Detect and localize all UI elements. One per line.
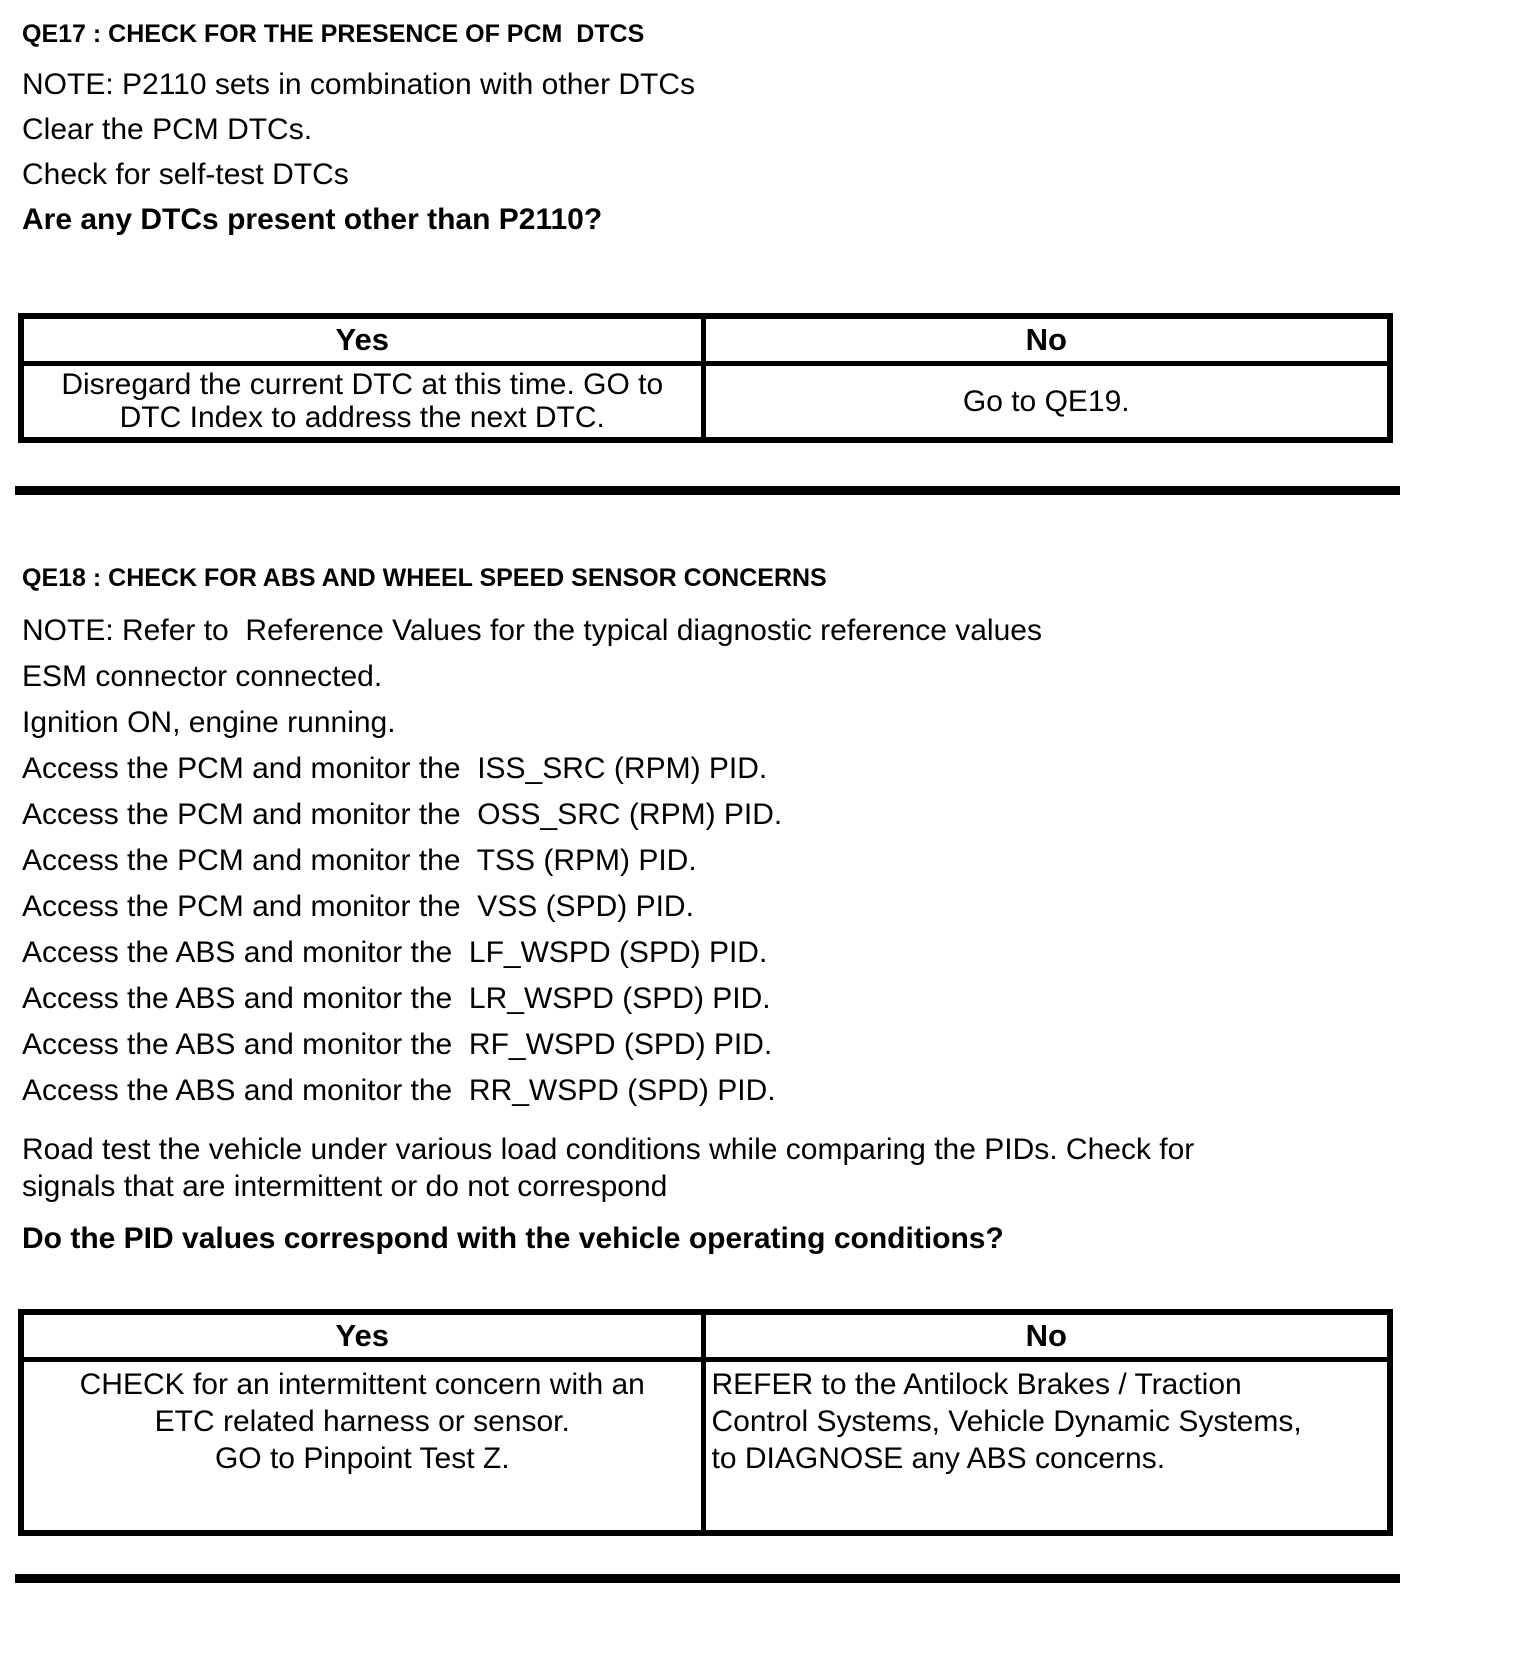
- step-qe17-section: [0, 0, 1536, 495]
- no-header-cell: No: [1025, 1318, 1067, 1353]
- instruction-line: Access the ABS and monitor the RR_WSPD (SPD) PID.: [22, 1074, 776, 1107]
- yes-action-cell: Disregard the current DTC at this time. GO to DTC Index to address the next DTC.: [24, 366, 706, 437]
- section-divider: [15, 486, 1400, 495]
- instruction-line: Access the ABS and monitor the LR_WSPD (SPD) PID.: [22, 982, 771, 1015]
- step-qe17-title: QE17 : CHECK FOR THE PRESENCE OF PCM DTCS: [22, 20, 645, 48]
- road-test-instruction: Road test the vehicle under various load conditions while comparing the PIDs. Check for signals that are intermittent or do not correspond: [22, 1133, 1195, 1203]
- yes-action-cell: CHECK for an intermittent concern with an ETC related harness or sensor. GO to Pinpoint Test Z.: [24, 1362, 706, 1530]
- decision-table-body-row: [24, 1362, 1387, 1530]
- no-action-cell: Go to QE19.: [962, 385, 1130, 418]
- yes-header-cell: Yes: [24, 319, 706, 361]
- decision-table-qe17: [18, 313, 1393, 443]
- step-qe17-instructions: [0, 62, 1536, 242]
- decision-table-header-row: [24, 1315, 1387, 1362]
- decision-table-header-row: [24, 319, 1387, 366]
- instruction-line: Access the ABS and monitor the LF_WSPD (SPD) PID.: [22, 936, 768, 969]
- instruction-line: Check for self-test DTCs: [22, 158, 349, 191]
- instruction-line: Access the PCM and monitor the ISS_SRC (RPM) PID.: [22, 752, 768, 785]
- decision-table-qe18: [18, 1309, 1393, 1536]
- instruction-line: Access the ABS and monitor the RF_WSPD (SPD) PID.: [22, 1028, 773, 1061]
- note-line: NOTE: Refer to Reference Values for the typical diagnostic reference values: [22, 614, 1042, 647]
- decision-table-body-row: [24, 366, 1387, 437]
- no-header-cell: No: [1025, 322, 1067, 357]
- step-qe18-title: QE18 : CHECK FOR ABS AND WHEEL SPEED SENSOR CONCERNS: [22, 564, 827, 592]
- no-action-cell: REFER to the Antilock Brakes / Traction Control Systems, Vehicle Dynamic Systems, to DIAGNOSE any ABS concerns.: [711, 1368, 1302, 1475]
- yes-header-cell: Yes: [24, 1315, 706, 1357]
- step-qe18-question: Do the PID values correspond with the vehicle operating conditions?: [22, 1222, 1004, 1255]
- instruction-line: ESM connector connected.: [22, 660, 383, 693]
- instruction-line: Access the PCM and monitor the VSS (SPD) PID.: [22, 890, 694, 923]
- instruction-line: Clear the PCM DTCs.: [22, 113, 313, 146]
- instruction-line: Access the PCM and monitor the TSS (RPM) PID.: [22, 844, 697, 877]
- instruction-line: Ignition ON, engine running.: [22, 706, 396, 739]
- step-qe18-instructions: [0, 608, 1536, 1114]
- section-divider: [15, 1574, 1400, 1583]
- step-qe17-question: Are any DTCs present other than P2110?: [22, 203, 603, 236]
- instruction-line: Access the PCM and monitor the OSS_SRC (RPM) PID.: [22, 798, 783, 831]
- step-qe18-section: [0, 562, 1536, 1583]
- note-line: NOTE: P2110 sets in combination with other DTCs: [22, 68, 696, 101]
